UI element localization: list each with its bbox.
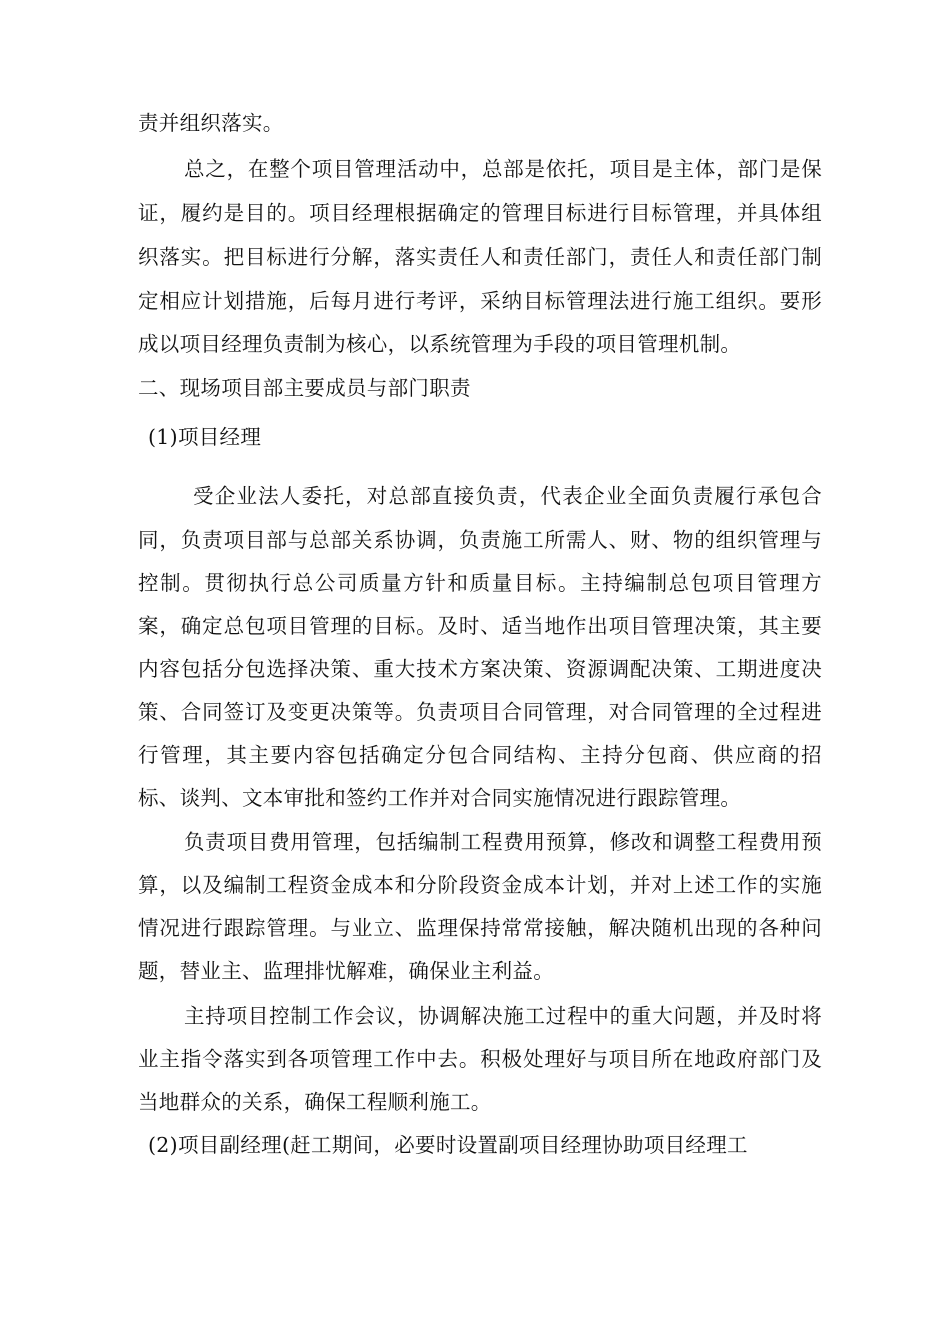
text-line: 业主指令落实到各项管理工作中去。积极处理好与项目所在地政府部门及	[138, 1047, 822, 1071]
text-line: 内容包括分包选择决策、重大技术方案决策、资源调配决策、工期进度决	[138, 657, 822, 681]
paragraph-first-line: 主持项目控制工作会议，协调解决施工过程中的重大问题，并及时将	[184, 1004, 822, 1028]
text-line: 算，以及编制工程资金成本和分阶段资金成本计划，并对上述工作的实施	[138, 873, 822, 897]
text-line: 织落实。把目标进行分解，落实责任人和责任部门，责任人和责任部门制	[138, 245, 822, 269]
subsection-heading: (1)项目经理	[148, 425, 262, 449]
text-line: 行管理，其主要内容包括确定分包合同结构、主持分包商、供应商的招	[138, 743, 822, 767]
text-line: 案，确定总包项目管理的目标。及时、适当地作出项目管理决策，其主要	[138, 614, 822, 638]
text-line: 情况进行跟踪管理。与业立、监理保持常常接触，解决随机出现的各种问	[138, 916, 822, 940]
text-line: 责并组织落实。	[138, 111, 284, 135]
text-line: 策、合同签订及变更决策等。负责项目合同管理，对合同管理的全过程进	[138, 700, 822, 724]
text-line: 证，履约是目的。项目经理根据确定的管理目标进行目标管理，并具体组	[138, 201, 822, 225]
paragraph-first-line: 负责项目费用管理，包括编制工程费用预算，修改和调整工程费用预	[184, 830, 822, 854]
text-line: 标、谈判、文本审批和签约工作并对合同实施情况进行跟踪管理。	[138, 786, 742, 810]
text-line: 题，替业主、监理排忧解难，确保业主利益。	[138, 959, 554, 983]
paragraph-first-line: 受企业法人委托，对总部直接负责，代表企业全面负责履行承包合	[193, 484, 822, 508]
paragraph-first-line: 总之，在整个项目管理活动中，总部是依托，项目是主体，部门是保	[184, 157, 822, 181]
text-line: 当地群众的关系，确保工程顺利施工。	[138, 1090, 492, 1114]
text-line: 定相应计划措施，后每月进行考评，采纳目标管理法进行施工组织。要形	[138, 289, 822, 313]
text-line: 同，负责项目部与总部关系协调，负责施工所需人、财、物的组织管理与	[138, 528, 822, 552]
text-line: 控制。贯彻执行总公司质量方针和质量目标。主持编制总包项目管理方	[138, 571, 822, 595]
text-line: 成以项目经理负责制为核心，以系统管理为手段的项目管理机制。	[138, 332, 742, 356]
section-heading: 二、现场项目部主要成员与部门职责	[138, 376, 471, 400]
subsection-heading: (2)项目副经理(赶工期间，必要时设置副项目经理协助项目经理工	[148, 1133, 748, 1157]
